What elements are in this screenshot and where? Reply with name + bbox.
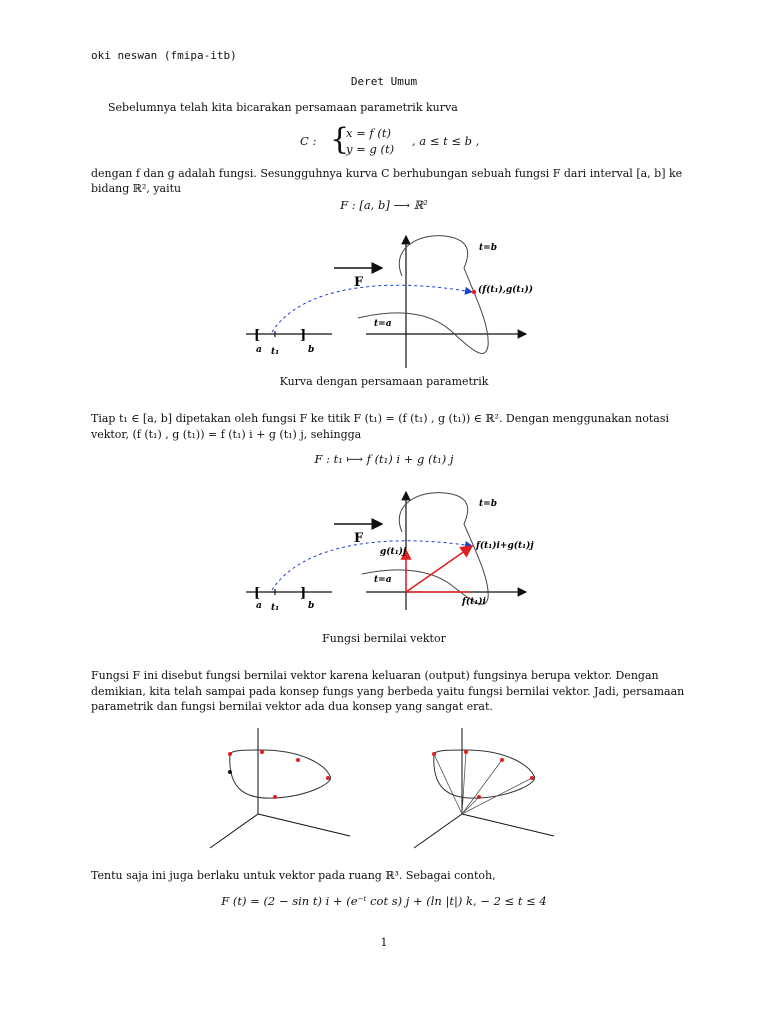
label-point: (f(t₁),g(t₁)) bbox=[478, 285, 534, 295]
dashed-map-arc bbox=[272, 285, 472, 332]
figure-3d-curves bbox=[200, 724, 570, 858]
caption-figure-2: Fungsi bernilai vektor bbox=[322, 632, 446, 645]
paragraph-intro: Sebelumnya telah kita bicarakan persamaan parametrik kurva bbox=[108, 101, 458, 114]
paragraph-3-line1: Tiap t₁ ∈ [a, b] dipetakan oleh fungsi F ke titik F (t₁) = (f (t₁) , g (t₁)) ∈ ℝ². Dengan menggunakan notasi bbox=[91, 412, 670, 425]
label-t1: t₁ bbox=[271, 603, 280, 613]
page-number: 1 bbox=[380, 936, 388, 949]
bracket-left: [ bbox=[254, 586, 261, 601]
left-3d-plot bbox=[210, 728, 350, 848]
figure-parametric-curve bbox=[240, 228, 540, 374]
equation-parametric bbox=[300, 124, 500, 160]
brace-icon: { bbox=[330, 122, 350, 157]
bracket-left: [ bbox=[254, 328, 261, 343]
eq-cond: , a ≤ t ≤ b , bbox=[412, 134, 480, 148]
dashed-map-arc bbox=[272, 541, 472, 590]
paragraph-5: Tentu saja ini juga berlaku untuk vektor pada ruang ℝ³. Sebagai contoh, bbox=[91, 869, 496, 882]
label-b: b bbox=[308, 601, 315, 611]
paragraph-2-line1: dengan f dan g adalah fungsi. Sesungguhnya kurva C berhubungan sebuah fungsi F dari interval [a, b] ke bbox=[91, 167, 683, 180]
label-a: a bbox=[256, 601, 262, 611]
paragraph-4-line1: Fungsi F ini disebut fungsi bernilai vektor karena keluaran (output) fungsinya berupa vektor. Dengan bbox=[91, 669, 659, 682]
eq-lhs: C : bbox=[300, 134, 317, 148]
label-F: F bbox=[354, 275, 364, 290]
label-a: a bbox=[256, 345, 262, 355]
label-g: g(t₁)j bbox=[380, 547, 407, 557]
equation-3d-example: F (t) = (2 − sin t) i + (e⁻ᵗ cot s) j + (ln |t|) k, − 2 ≤ t ≤ 4 bbox=[221, 894, 547, 908]
eq-line1: x = f (t) bbox=[346, 126, 391, 140]
label-f: f(t₁)i bbox=[462, 597, 486, 607]
right-3d-plot bbox=[414, 728, 554, 848]
paragraph-4-line3: parametrik dan fungsi bernilai vektor ada dua konsep yang sangat erat. bbox=[91, 700, 493, 713]
paragraph-3-line2: vektor, (f (t₁) , g (t₁)) = f (t₁) i + g (t₁) j, sehingga bbox=[91, 428, 362, 441]
section-title: Deret Umum bbox=[350, 75, 418, 88]
position-vector bbox=[406, 546, 472, 592]
equation-vector-map: F : t₁ ⟼ f (t₁) i + g (t₁) j bbox=[314, 452, 454, 466]
label-b: b bbox=[308, 345, 315, 355]
label-ta: t=a bbox=[374, 319, 392, 329]
paragraph-2-line2: bidang ℝ², yaitu bbox=[91, 182, 182, 195]
curve-3d-right bbox=[434, 750, 535, 798]
figure-vector-function bbox=[240, 486, 540, 616]
label-point: f(t₁)i+g(t₁)j bbox=[476, 541, 534, 551]
curve-3d-left bbox=[230, 750, 331, 798]
equation-mapping: F : [a, b] ⟶ ℝ² bbox=[340, 198, 428, 212]
label-t1: t₁ bbox=[271, 347, 280, 357]
eq-line2: y = g (t) bbox=[346, 142, 395, 156]
label-ta: t=a bbox=[374, 575, 392, 585]
label-tb: t=b bbox=[479, 243, 497, 253]
author-header: oki neswan (fmipa-itb) bbox=[91, 49, 237, 62]
curve-point bbox=[472, 290, 476, 294]
caption-figure-1: Kurva dengan persamaan parametrik bbox=[279, 375, 489, 388]
bracket-right: ] bbox=[300, 586, 307, 601]
bracket-right: ] bbox=[300, 328, 307, 343]
label-tb: t=b bbox=[479, 499, 497, 509]
label-F: F bbox=[354, 531, 364, 546]
paragraph-4-line2: demikian, kita telah sampai pada konsep fungs yang berbeda yaitu fungsi bernilai vektor. Jadi, persamaan bbox=[91, 685, 685, 698]
parametric-curve bbox=[358, 236, 488, 354]
